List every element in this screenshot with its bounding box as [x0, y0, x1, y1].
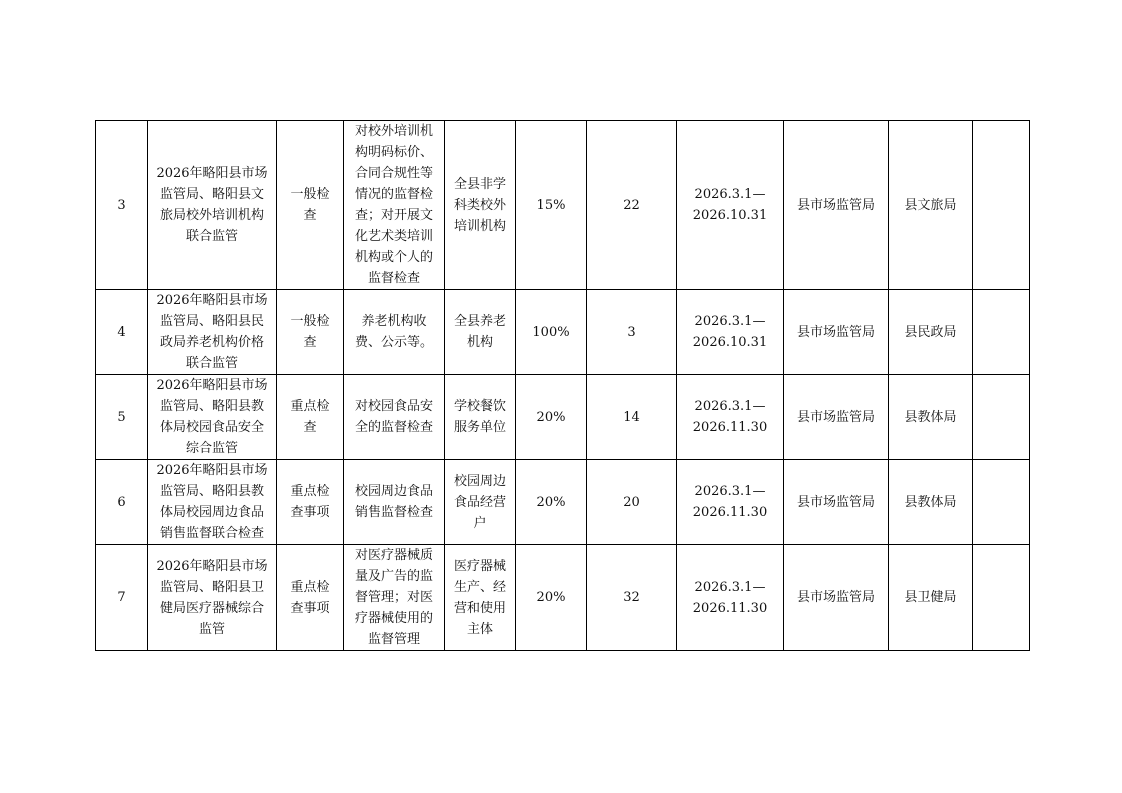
cell-ratio: 20% — [516, 375, 587, 460]
table-row — [96, 290, 1030, 375]
cell-task-name: 2026年略阳县市场 监管局、略阳县文 旅局校外培训机构 联合监管 — [148, 121, 277, 290]
cell-partner-dept: 县民政局 — [889, 290, 973, 375]
cell-lead-dept: 县市场监管局 — [784, 121, 889, 290]
cell-partner-dept: 县文旅局 — [889, 121, 973, 290]
cell-task-name: 2026年略阳县市场 监管局、略阳县卫 健局医疗器械综合 监管 — [148, 545, 277, 651]
table-row — [96, 121, 1030, 290]
cell-check-content: 养老机构收 费、公示等。 — [344, 290, 445, 375]
cell-check-type: 重点检 查事项 — [277, 545, 344, 651]
cell-lead-dept: 县市场监管局 — [784, 375, 889, 460]
supervision-plan-table — [95, 120, 1030, 651]
cell-task-name: 2026年略阳县市场 监管局、略阳县教 体局校园食品安全 综合监管 — [148, 375, 277, 460]
cell-remark — [973, 121, 1030, 290]
cell-check-content: 校园周边食品 销售监督检查 — [344, 460, 445, 545]
cell-check-type: 一般检 查 — [277, 290, 344, 375]
cell-partner-dept: 县教体局 — [889, 460, 973, 545]
cell-period: 2026.3.1— 2026.11.30 — [677, 460, 784, 545]
cell-check-content: 对校外培训机 构明码标价、 合同合规性等 情况的监督检 查；对开展文 化艺术类培训 机构或个人的 监督检查 — [344, 121, 445, 290]
cell-check-content: 对校园食品安 全的监督检查 — [344, 375, 445, 460]
cell-lead-dept: 县市场监管局 — [784, 290, 889, 375]
cell-lead-dept: 县市场监管局 — [784, 545, 889, 651]
cell-check-target: 医疗器械 生产、经 营和使用 主体 — [445, 545, 516, 651]
cell-period: 2026.3.1— 2026.10.31 — [677, 121, 784, 290]
cell-partner-dept: 县教体局 — [889, 375, 973, 460]
cell-check-target: 全县养老 机构 — [445, 290, 516, 375]
cell-ratio: 20% — [516, 460, 587, 545]
cell-check-content: 对医疗器械质 量及广告的监 督管理；对医 疗器械使用的 监督管理 — [344, 545, 445, 651]
cell-period: 2026.3.1— 2026.11.30 — [677, 545, 784, 651]
cell-task-name: 2026年略阳县市场 监管局、略阳县教 体局校园周边食品 销售监督联合检查 — [148, 460, 277, 545]
table-row — [96, 375, 1030, 460]
cell-count: 22 — [587, 121, 677, 290]
cell-period: 2026.3.1— 2026.10.31 — [677, 290, 784, 375]
cell-no: 7 — [96, 545, 148, 651]
cell-count: 14 — [587, 375, 677, 460]
cell-count: 3 — [587, 290, 677, 375]
table-row — [96, 460, 1030, 545]
cell-count: 20 — [587, 460, 677, 545]
cell-lead-dept: 县市场监管局 — [784, 460, 889, 545]
cell-no: 6 — [96, 460, 148, 545]
cell-check-target: 校园周边 食品经营 户 — [445, 460, 516, 545]
cell-remark — [973, 290, 1030, 375]
cell-check-type: 一般检 查 — [277, 121, 344, 290]
cell-partner-dept: 县卫健局 — [889, 545, 973, 651]
table-row — [96, 545, 1030, 651]
cell-ratio: 20% — [516, 545, 587, 651]
cell-no: 4 — [96, 290, 148, 375]
cell-remark — [973, 460, 1030, 545]
cell-check-type: 重点检 查 — [277, 375, 344, 460]
cell-ratio: 100% — [516, 290, 587, 375]
cell-no: 5 — [96, 375, 148, 460]
cell-period: 2026.3.1— 2026.11.30 — [677, 375, 784, 460]
cell-no: 3 — [96, 121, 148, 290]
cell-check-target: 学校餐饮 服务单位 — [445, 375, 516, 460]
cell-remark — [973, 375, 1030, 460]
cell-count: 32 — [587, 545, 677, 651]
cell-check-type: 重点检 查事项 — [277, 460, 344, 545]
cell-check-target: 全县非学 科类校外 培训机构 — [445, 121, 516, 290]
cell-task-name: 2026年略阳县市场 监管局、略阳县民 政局养老机构价格 联合监管 — [148, 290, 277, 375]
cell-ratio: 15% — [516, 121, 587, 290]
cell-remark — [973, 545, 1030, 651]
